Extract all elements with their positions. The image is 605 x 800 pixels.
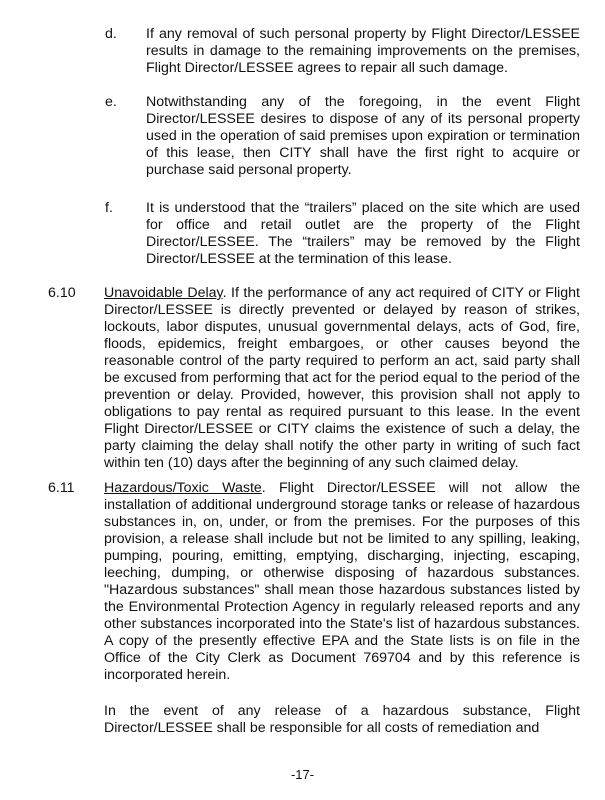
section-heading: Unavoidable Delay: [104, 285, 223, 301]
section-text: . Flight Director/LESSEE will not allow the installation of additional underground storage tanks or release of hazardous substances in, on, under, or from the premises. For the purposes of this provision, a release shall include but not be limited to any spilling, leaking, pumping, pouring, emitting, emptying, discharging, injecting, escaping, leeching, dumping, or otherwise disposing of hazardous substances. "Hazardous substances" shall mean those hazardous substances listed by the Environmental Protection Agency in regularly released reports and any other substances incorporated into the State's list of hazardous substances. A copy of the presently effective EPA and the State lists is on file in the Office of the City Clerk as Document 769704 and by this reference is incorporated herein.: [104, 480, 581, 683]
clause-text: Notwithstanding any of the foregoing, in the event Flight Director/LESSEE desires to dispose of any of its personal property used in the operation of said premises upon expiration or termination of this lease, then CITY shall have the first right to acquire or purchase said personal property.: [146, 94, 580, 178]
continuation-text: In the event of any release of a hazardous substance, Flight Director/LESSEE shall be responsible for all costs of remediation and: [104, 703, 580, 736]
section-body: [104, 285, 580, 472]
section-number: 6.11: [48, 480, 75, 496]
section-text: . If the performance of any act required of CITY or Flight Director/LESSEE is directly prevented or delayed by reason of strikes, lockouts, labor disputes, unusual governmental delays, acts of God, fire, floods, epidemics, freight embargoes, or other causes beyond the reasonable control of the party required to perform an act, said party shall be excused from performing that act for the period equal to the period of the prevention or delay. Provided, however, this provision shall not apply to obligations to pay rental as required pursuant to this lease. In the event Flight Director/LESSEE or CITY claims the existence of such a delay, the party claiming the delay shall notify the other party in writing of such fact within ten (10) days after the beginning of any such claimed delay.: [104, 285, 580, 471]
clause-letter: f.: [105, 200, 113, 216]
page-number: -17-: [290, 767, 315, 782]
clause-text: If any removal of such personal property by Flight Director/LESSEE results in damage to the remaining improvements on the premises, Flight Director/LESSEE agrees to repair all such damage.: [146, 26, 580, 76]
section-body: [104, 480, 580, 684]
clause-letter: e.: [105, 94, 117, 110]
section-heading: Hazardous/Toxic Waste: [104, 480, 262, 496]
clause-text: It is understood that the “trailers” placed on the site which are used for office and retail outlet are the property of the Flight Director/LESSEE. The “trailers” may be removed by the Flight Director/LESSEE at the termination of this lease.: [146, 200, 580, 267]
section-number: 6.10: [48, 285, 76, 301]
clause-letter: d.: [105, 26, 117, 42]
